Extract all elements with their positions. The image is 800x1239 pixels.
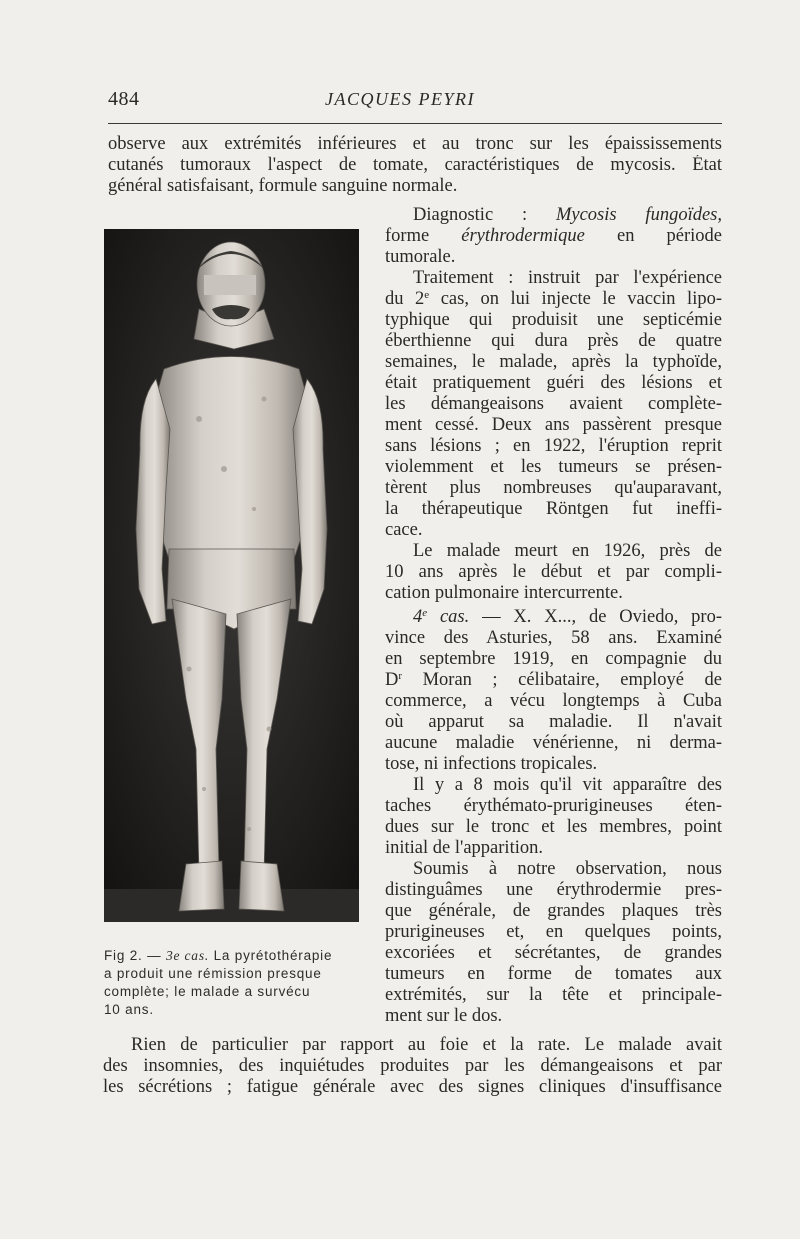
text-line: excoriées et sécrétantes, de grandes (385, 943, 722, 963)
text-line: cace. (385, 520, 423, 540)
top-paragraph (108, 134, 722, 197)
text-line: la thérapeutique Röntgen fut ineffi- (385, 499, 722, 519)
text-line: observe aux extrémités inférieures et au tronc sur les épaississements (108, 134, 722, 154)
treatment-paragraph (385, 268, 722, 541)
diagnostic-line: forme érythrodermique en période (385, 226, 722, 246)
text-line: les démangeaisons avaient complète- (385, 394, 722, 414)
text-line: les sécrétions ; fatigue générale avec des signes cliniques d'insuffisance (103, 1077, 722, 1097)
text-line: que générale, de grandes plaques très (385, 901, 722, 921)
header-rule (108, 123, 722, 124)
page-number: 484 (108, 88, 140, 110)
text-line: ment cessé. Deux ans passèrent presque (385, 415, 722, 435)
history-paragraph (385, 775, 722, 859)
text-line: Il y a 8 mois qu'il vit apparaître des (413, 775, 722, 795)
text-line: initial de l'apparition. (385, 838, 543, 858)
text-line: vince des Asturies, 58 ans. Examiné (385, 628, 722, 648)
text-line: Le malade meurt en 1926, près de (413, 541, 722, 561)
text-line: était pratiquement guéri des lésions et (385, 373, 722, 393)
text-line: cation pulmonaire intercurrente. (385, 583, 623, 603)
text-line: tumeurs en forme de tomates aux (385, 964, 722, 984)
diagnostic-line: tumorale. (385, 247, 456, 267)
text-line: taches érythémato-prurigineuses éten- (385, 796, 722, 816)
text-line: ment sur le dos. (385, 1006, 503, 1026)
text-line: tèrent plus nombreuses qu'auparavant, (385, 478, 722, 498)
text-line: semaines, le malade, après la typhoïde, (385, 352, 722, 372)
text-line: violemment et les tumeurs se présen- (385, 457, 722, 477)
text-line: aucune maladie vénérienne, ni derma- (385, 733, 722, 753)
text-line: Traitement : instruit par l'expérience (413, 268, 722, 288)
text-line: extrémités, sur la tête et principale- (385, 985, 722, 1005)
patient-photograph (104, 229, 359, 922)
diagnostic-line: Diagnostic : Mycosis fungoïdes, (413, 205, 722, 225)
running-title: JACQUES PEYRI (325, 89, 475, 109)
figure-caption: Fig 2. — 3e cas. La pyrétothérapie a produit une rémission presque complète; le malade a survécu 10 ans. (104, 948, 333, 1017)
text-line: Rien de particulier par rapport au foie et la rate. Le malade avait (131, 1035, 722, 1055)
text-line: 10 ans après le début et par compli- (385, 562, 722, 582)
case-4-heading-line: 4e cas. — X. X..., de Oviedo, pro- (413, 607, 722, 627)
bottom-paragraph (103, 1035, 722, 1098)
case-4-paragraph-cont (385, 691, 722, 775)
text-line: du 2e cas, on lui injecte le vaccin lipo- (385, 289, 722, 309)
right-text-column (385, 205, 722, 1027)
text-line: en septembre 1919, en compagnie du (385, 649, 722, 669)
text-line: dues sur le tronc et les membres, point (385, 817, 722, 837)
text-line: $D^r$ Moran ; célibataire, employé de (385, 670, 722, 690)
text-line: sans lésions ; en 1922, l'éruption reprit (385, 436, 722, 456)
case-4-paragraph (385, 628, 722, 670)
examination-paragraph (385, 859, 722, 1027)
text-line: typhique qui produisit une septicémie (385, 310, 722, 330)
death-paragraph (385, 541, 722, 604)
text-line: général satisfaisant, formule sanguine normale. (108, 176, 458, 196)
text-line: prurigineuses et, en quelques points, (385, 922, 722, 942)
text-line: cutanés tumoraux l'aspect de tomate, caractéristiques de mycosis. État (108, 155, 722, 175)
text-line: distinguâmes une érythrodermie pres- (385, 880, 722, 900)
text-line: éberthienne qui dura près de quatre (385, 331, 722, 351)
text-line: où apparut sa maladie. Il n'avait (385, 712, 722, 732)
text-line: commerce, a vécu longtemps à Cuba (385, 691, 722, 711)
text-line: Soumis à notre observation, nous (413, 859, 722, 879)
text-line: des insomnies, des inquiétudes produites par les démangeaisons et par (103, 1056, 722, 1076)
text-line: tose, ni infections tropicales. (385, 754, 598, 774)
